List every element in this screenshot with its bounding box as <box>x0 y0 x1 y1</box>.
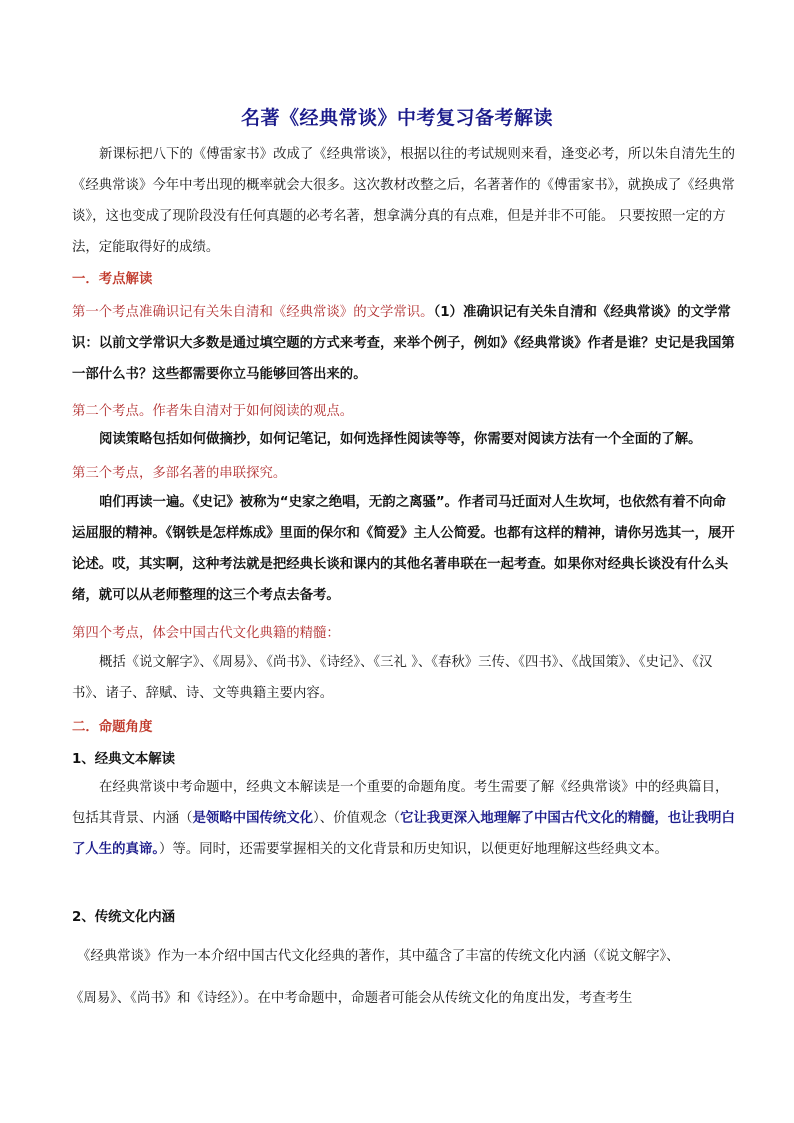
point3-body: 咱们再读一遍。《史记》被称为“史家之绝唱，无韵之离骚”。作者司马迁面对人生坎坷，也依然有着不向命运屈服的精神。《钢铁是怎样炼成》里面的保尔和《简爱》主人公简爱。也都有这样的精神，请你另选其一，展开论述。哎，其实啊，这种考法就是把经典长谈和课内的其他名著串联在一起考查。如果你对经典长谈没有什么头绪，就可以从老师整理的这三个考点去备考。 <box>72 495 735 603</box>
subsection1-body <box>72 772 736 865</box>
point3-title: 第三个考点，多部名著的串联探究。 <box>72 466 287 481</box>
point4-title: 第四个考点，体会中国古代文化典籍的精髓： <box>72 626 340 641</box>
sub1-text-b: ）、价值观念（ <box>313 811 401 826</box>
intro-paragraph: 新课标把八下的《傅雷家书》改成了《经典常谈》，根据以往的考试规则来看，逢变必考，所以朱自清先生的《经典常谈》今年中考出现的概率就会大很多。这次教材改整之后，名著著作的《傅雷家书》，就换成了《经典常谈》，这也变成了现阶段没有任何真题的必考名著，想拿满分真的有点难，但是并非不可能。 只要按照一定的方法，定能取得好的成绩。 <box>72 147 736 255</box>
sub1-note-2: 它让我更深入地理解了中国古代文化的精髓，也让我明白了人生的真谛。 <box>72 811 735 857</box>
point1-body: （1）准确识记有关朱自清和《经典常谈》的文学常识：以前文学常识大多数是通过填空题的方式来考查，来举个例子，例如》《经典常谈》作者是谁？史记是我国第一部什么书？这些都需要你立马能够回答出来的。 <box>72 305 735 382</box>
point1-title: 第一个考点准确识记有关朱自清和《经典常谈》的文学常识。 <box>72 305 434 320</box>
subsection2-line-2: 《周易》、《尚书》和《诗经》）。在中考命题中，命题者可能会从传统文化的角度出发，考查考生 <box>70 991 633 1006</box>
page-title: 名著《经典常谈》中考复习备考解读 <box>240 107 553 129</box>
section1-heading: 一．考点解读 <box>72 272 153 287</box>
point4-body: 概括《说文解字》、《周易》、《尚书》、《诗经》、《三礼 》、《春秋》三传、《四书》、《战国策》、《史记》、《汉书》、诸子、辞赋、诗、文等典籍主要内容。 <box>72 655 713 701</box>
subsection2-line-1: 《经典常谈》作为一本介绍中国古代文化经典的著作，其中蕴含了丰富的传统文化内涵（《说文解字》、 <box>77 949 680 964</box>
sub1-note-1: 是领略中国传统文化 <box>192 811 314 826</box>
point2-body: 阅读策略包括如何做摘抄，如何记笔记，如何选择性阅读等等，你需要对阅读方法有一个全面的了解。 <box>99 432 702 447</box>
section2-heading: 二．命题角度 <box>72 720 153 735</box>
point2-title: 第二个考点。作者朱自清对于如何阅读的观点。 <box>72 404 354 419</box>
subsection1-heading: 1、经典文本解读 <box>72 752 176 767</box>
subsection2-heading: 2、传统文化内涵 <box>72 910 176 925</box>
sub1-text-a: 在经典常谈中考命题中，经典文本解读是一个重要的命题角度。考生需要了解《经典常谈》中的经典篇目，包括其背景、内涵（ <box>72 780 729 826</box>
point1-paragraph <box>72 297 736 390</box>
sub1-text-c: ）等。同时，还需要掌握相关的文化背景和历史知识，以便更好地理解这些经典文本。 <box>159 842 668 857</box>
